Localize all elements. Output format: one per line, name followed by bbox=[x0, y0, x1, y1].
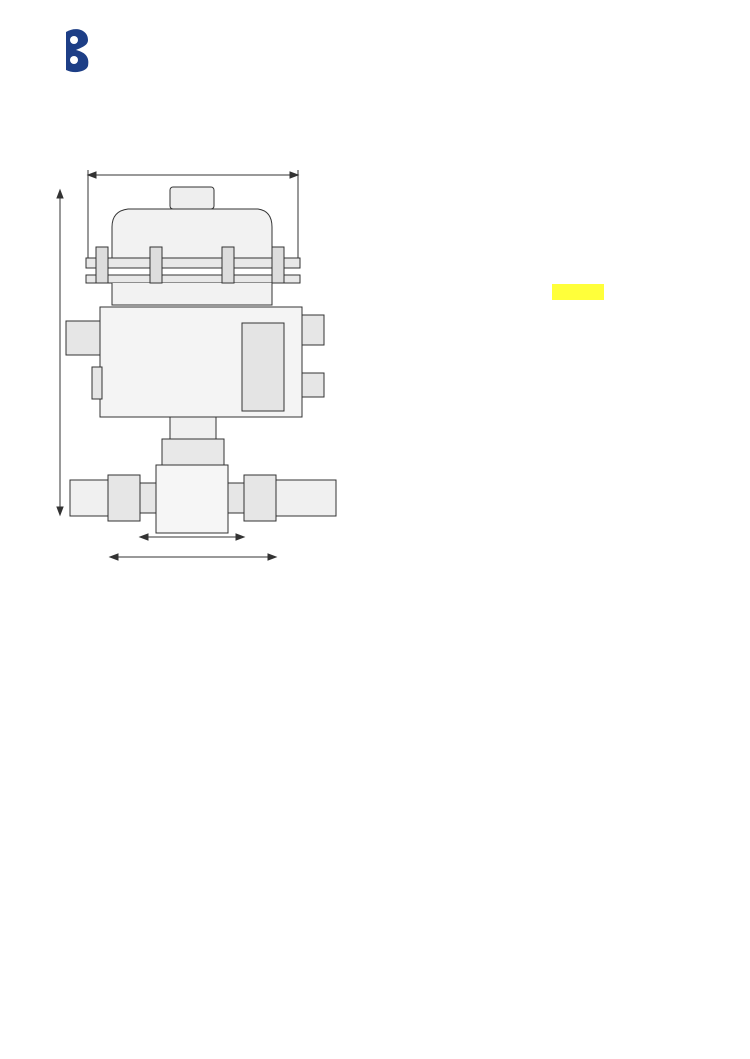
select-kv-highlight bbox=[552, 284, 604, 300]
valve-drawing bbox=[0, 135, 360, 605]
valve-logo-icon bbox=[58, 26, 98, 74]
company-logo bbox=[58, 26, 178, 74]
